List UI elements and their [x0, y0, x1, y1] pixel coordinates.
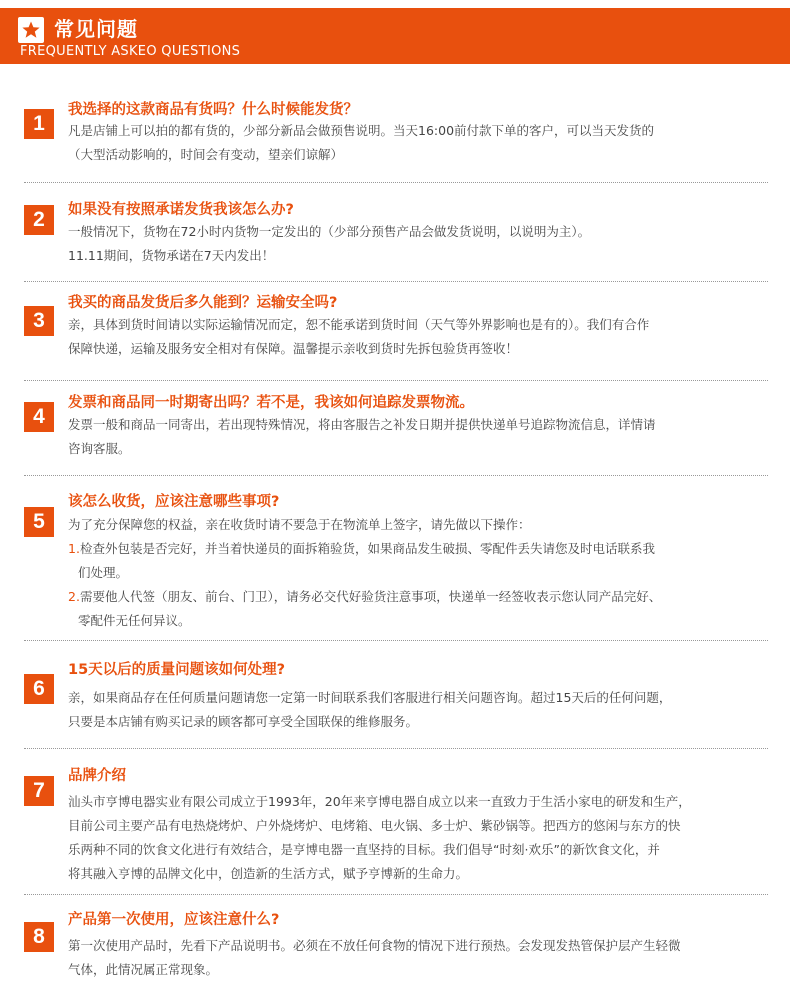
faq-answer: [68, 790, 768, 886]
faq-answer-line: 凡是店铺上可以拍的都有货的，少部分新品会做预售说明。当天16:00前付款下单的客户，可以当天发货的: [68, 123, 655, 138]
faq-answer-line: 汕头市亨博电器实业有限公司成立于1993年，20年来亨博电器自成立以来一直致力于生活小家电的研发和生产，: [68, 794, 691, 809]
faq-question: 该怎么收货，应该注意哪些事项?: [68, 494, 280, 510]
faq-answer: [68, 513, 768, 633]
faq-number-badge: 5: [24, 507, 54, 537]
faq-number-badge: 3: [24, 306, 54, 336]
faq-question: 如果没有按照承诺发货我该怎么办?: [68, 202, 294, 218]
faq-answer-line: 咨询客服。: [68, 441, 131, 456]
divider: [24, 475, 768, 476]
faq-answer: [68, 413, 768, 461]
faq-number-badge: 7: [24, 776, 54, 806]
faq-answer-line: 只要是本店铺有购买记录的顾客都可享受全国联保的维修服务。: [68, 714, 419, 729]
faq-answer-line: 将其融入亨博的品牌文化中，创造新的生活方式，赋予亨博新的生命力。: [68, 866, 469, 881]
faq-answer-line: 1.检查外包装是否完好，并当着快递员的面拆箱验货，如果商品发生破损、零配件丢失请您及时电话联系我: [68, 541, 655, 556]
faq-answer: [68, 313, 768, 361]
faq-number-badge: 6: [24, 674, 54, 704]
faq-answer-line: 乐两种不同的饮食文化进行有效结合，是亨博电器一直坚持的目标。我们倡导“时刻·欢乐”的新饮食文化，并: [68, 842, 660, 857]
faq-answer-line: 2.需要他人代签（朋友、前台、门卫），请务必交代好验货注意事项，快递单一经签收表示您认同产品完好、: [68, 589, 662, 604]
faq-answer-line: 气体，此情况属正常现象。: [68, 962, 219, 977]
divider: [24, 380, 768, 381]
divider: [24, 640, 768, 641]
faq-number-badge: 8: [24, 922, 54, 952]
faq-answer: [68, 220, 768, 268]
faq-number-badge: 4: [24, 402, 54, 432]
faq-number-badge: 1: [24, 109, 54, 139]
faq-answer: [68, 686, 768, 734]
page-subtitle: FREQUENTLY ASKEO QUESTIONS: [20, 44, 241, 59]
divider: [24, 894, 768, 895]
faq-number-badge: 2: [24, 205, 54, 235]
faq-answer-line: 发票一般和商品一同寄出，若出现特殊情况，将由客服告之补发日期并提供快递单号追踪物流信息，详情请: [68, 417, 656, 432]
faq-answer-line: 一般情况下，货物在72小时内货物一定发出的（少部分预售产品会做发货说明，以说明为主）。: [68, 224, 591, 239]
faq-answer-line: 零配件无任何异议。: [78, 613, 191, 628]
page-title: 常见问题: [54, 17, 138, 41]
faq-answer-intro: 为了充分保障您的权益，亲在收货时请不要急于在物流单上签字，请先做以下操作：: [68, 517, 531, 532]
faq-answer-line: 11.11期间，货物承诺在7天内发出！: [68, 248, 275, 263]
faq-question: 15天以后的质量问题该如何处理?: [68, 662, 286, 678]
faq-question: 发票和商品同一时期寄出吗？若不是，我该如何追踪发票物流。: [68, 395, 474, 411]
faq-answer-line: 亲，如果商品存在任何质量问题请您一定第一时间联系我们客服进行相关问题咨询。超过15天后的任何问题，: [68, 690, 672, 705]
list-marker: 1.: [68, 541, 80, 556]
faq-answer-line: 保障快递，运输及服务安全相对有保障。温馨提示亲收到货时先拆包验货再签收！: [68, 341, 519, 356]
divider: [24, 748, 768, 749]
faq-answer-line: 们处理。: [78, 565, 129, 580]
divider: [24, 281, 768, 282]
star-icon: [18, 17, 44, 43]
faq-question: 品牌介绍: [68, 768, 126, 784]
faq-answer: [68, 934, 768, 982]
list-marker: 2.: [68, 589, 80, 604]
faq-question: 我买的商品发货后多久能到？运输安全吗?: [68, 295, 338, 311]
faq-answer-line: 目前公司主要产品有电热烧烤炉、户外烧烤炉、电烤箱、电火锅、多士炉、紫砂锅等。把西方的悠闲与东方的快: [68, 818, 681, 833]
faq-question: 我选择的这款商品有货吗？什么时候能发货？: [68, 102, 358, 118]
faq-header-banner: [0, 8, 790, 64]
faq-answer: [68, 119, 768, 167]
faq-question: 产品第一次使用，应该注意什么?: [68, 912, 280, 928]
faq-answer-line: 亲，具体到货时间请以实际运输情况而定，恕不能承诺到货时间（天气等外界影响也是有的）。我们有合作: [68, 317, 650, 332]
faq-answer-line: （大型活动影响的，时间会有变动，望亲们谅解）: [68, 147, 344, 162]
faq-answer-line: 第一次使用产品时，先看下产品说明书。必须在不放任何食物的情况下进行预热。会发现发热管保护层产生轻微: [68, 938, 681, 953]
divider: [24, 182, 768, 183]
